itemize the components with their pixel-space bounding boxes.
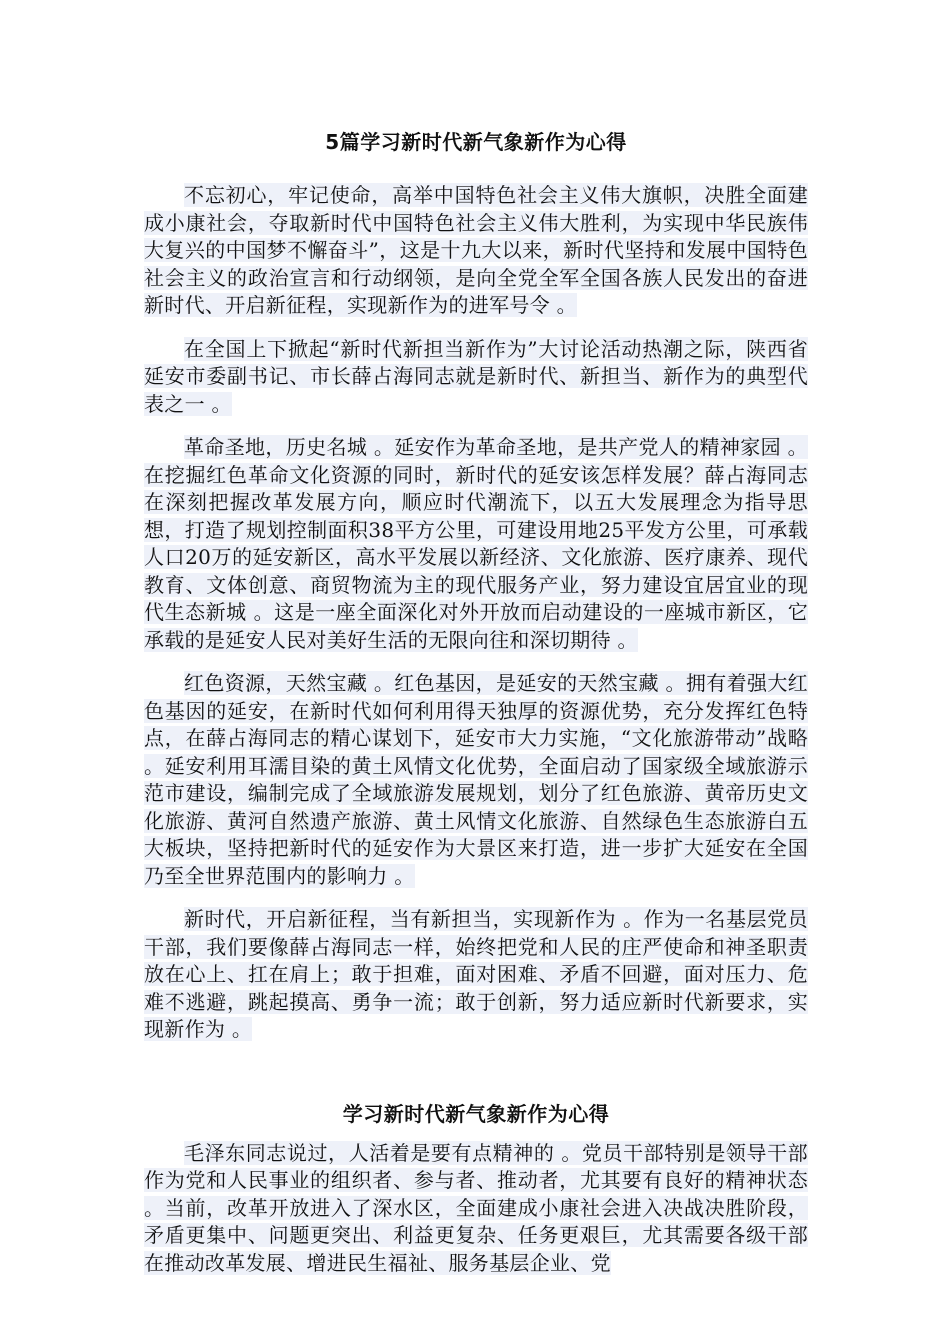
section-spacer [144,1060,808,1100]
paragraph [144,336,808,419]
paragraph [144,1140,808,1278]
paragraph-text: 革命圣地，历史名城 。延安作为革命圣地，是共产党人的精神家园 。在挖掘红色革命文化资源的同时，新时代的延安该怎样发展？薛占海同志在深刻把握改革发展方向，顺应时代潮流下，以五大发展理念为指导思想，打造了规划控制面积38平方公里，可建设用地25平发方公里，可承载人口20万的延安新区，高水平发展以新经济、文化旅游、医疗康养、现代教育、文体创意、商贸物流为主的现代服务产业，努力建设宜居宜业的现代生态新城 。这是一座全面深化对外开放而启动建设的一座城市新区，它承载的是延安人民对美好生活的无限向往和深切期待 。 [144,435,808,652]
paragraph-text: 毛泽东同志说过，人活着是要有点精神的 。党员干部特别是领导干部作为党和人民事业的组织者、参与者、推动者，尤其要有良好的精神状态 。当前，改革开放进入了深水区，全面建成小康社会进入决战决胜阶段，矛盾更集中、问题更突出、利益更复杂、任务更艰巨，尤其需要各级干部在推动改革发展、增进民生福祉、服务基层企业、党 [144,1140,808,1275]
article-title-2: 学习新时代新气象新作为心得 [342,1101,610,1126]
paragraph-text: 红色资源，天然宝藏 。红色基因，是延安的天然宝藏 。拥有着强大红色基因的延安，在新时代如何利用得天独厚的资源优势，充分发挥红色特点，在薛占海同志的精心谋划下，延安市大力实施，“文化旅游带动”战略 。延安利用耳濡目染的黄土风情文化优势，全面启动了国家级全域旅游示范市建设，编制完成了全域旅游发展规划，划分了红色旅游、黄帝历史文化旅游、黄河自然遗产旅游、黄土风情文化旅游、自然绿色生态旅游白五大板块，坚持把新时代的延安作为大景区来打造，进一步扩大延安在全国乃至全世界范围内的影响力 。 [144,671,808,888]
paragraph-text: 新时代，开启新征程，当有新担当，实现新作为 。作为一名基层党员干部，我们要像薛占海同志一样，始终把党和人民的庄严使命和神圣职责放在心上、扛在肩上；敢于担难，面对困难、矛盾不回避，面对压力、危难不逃避，跳起摸高、勇争一流；敢于创新，努力适应新时代新要求，实现新作为 。 [144,907,808,1041]
paragraph [144,906,808,1044]
paragraph [144,434,808,654]
paragraph-text: 在全国上下掀起“新时代新担当新作为”大讨论活动热潮之际，陕西省延安市委副书记、市长薛占海同志就是新时代、新担当、新作为的典型代表之一 。 [144,336,808,416]
document-page [144,128,808,1293]
paragraph-text: 不忘初心，牢记使命，高举中国特色社会主义伟大旗帜，决胜全面建成小康社会，夺取新时代中国特色社会主义伟大胜利，为实现中华民族伟大复兴的中国梦不懈奋斗”，这是十九大以来，新时代坚持和发展中国特色社会主义的政治宣言和行动纲领，是向全党全军全国各族人民发出的奋进新时代、开启新征程，实现新作为的进军号令 。 [144,183,808,317]
paragraph [144,670,808,890]
paragraph [144,182,808,320]
article-title-1: 5篇学习新时代新气象新作为心得 [325,130,627,154]
